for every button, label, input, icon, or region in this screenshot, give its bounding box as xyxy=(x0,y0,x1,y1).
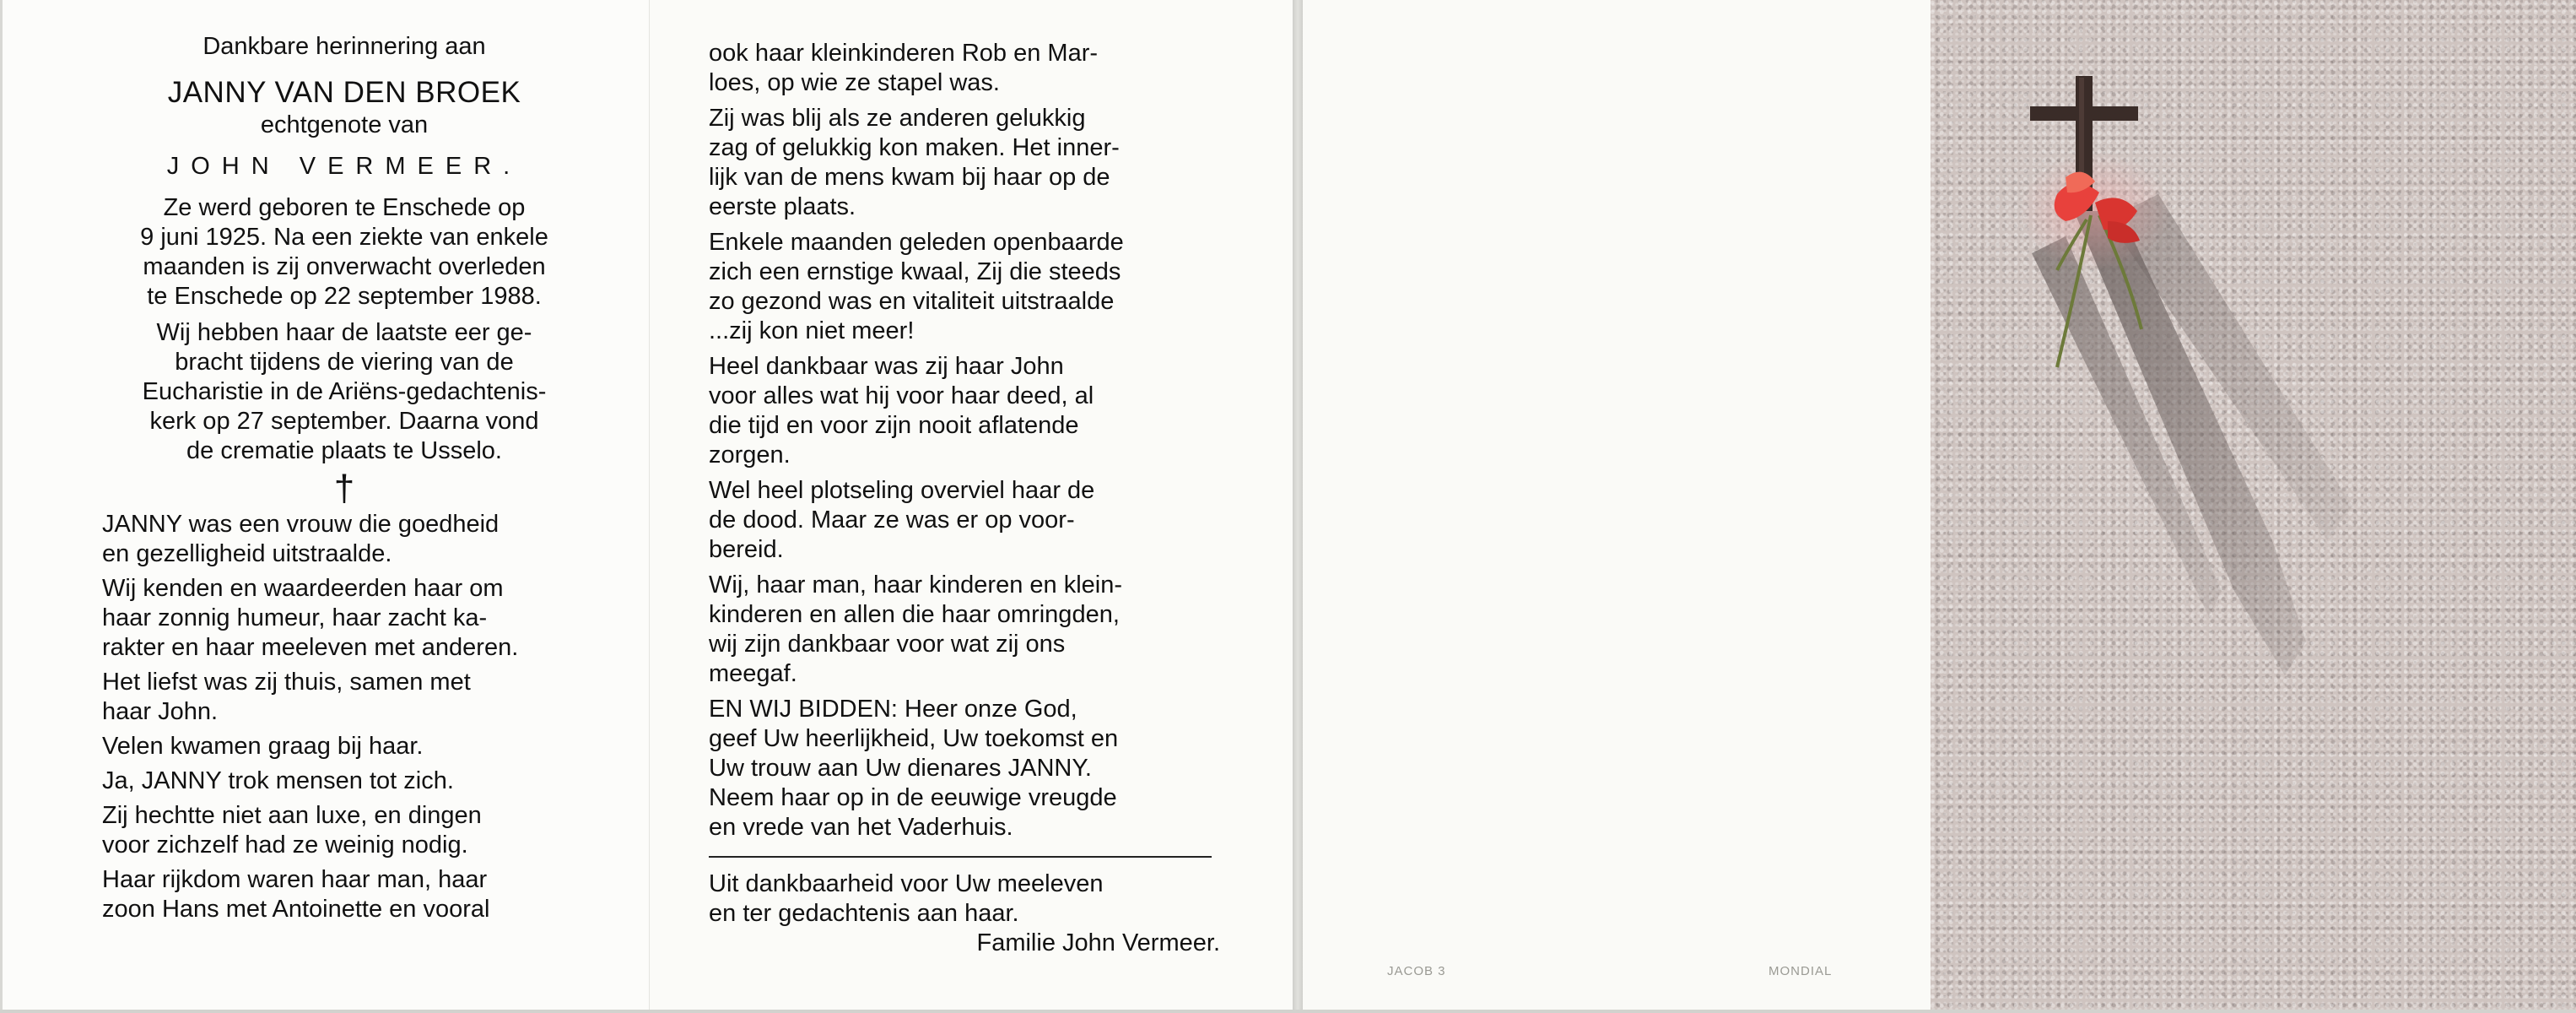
text-line: haar John. xyxy=(102,698,219,725)
text-line: zo gezond was en vitaliteit uitstraalde xyxy=(709,288,1115,315)
text-line: zag of gelukkig kon maken. Het inner- xyxy=(709,134,1120,161)
left-column xyxy=(102,0,586,924)
text-line: rakter en haar meeleven met anderen. xyxy=(102,634,519,661)
text-line: Velen kwamen graag bij haar. xyxy=(102,733,424,760)
text-line: zich een ernstige kwaal, Zij die steeds xyxy=(709,258,1121,285)
intro-paragraphs xyxy=(102,193,586,466)
divider-rule xyxy=(709,856,1212,858)
text-line: Zij was blij als ze anderen gelukkig xyxy=(709,105,1086,132)
cross-photo-illustration xyxy=(1931,0,2576,1010)
text-line: Ze werd geboren te Enschede op xyxy=(163,194,526,221)
scan-gutter xyxy=(1293,0,1303,1010)
text-panel-right xyxy=(650,0,1293,1010)
right-column xyxy=(709,0,1223,958)
text-line: JANNY was een vrouw die goedheid xyxy=(102,511,500,538)
paragraph xyxy=(709,695,1223,842)
paragraph xyxy=(709,39,1223,98)
text-line: zoon Hans met Antoinette en vooral xyxy=(102,896,490,923)
paragraph xyxy=(102,668,586,727)
text-line: Eucharistie in de Ariëns-gedachtenis- xyxy=(142,378,547,405)
text-line: EN WIJ BIDDEN: Heer onze God, xyxy=(709,696,1077,723)
text-line: te Enschede op 22 september 1988. xyxy=(147,283,542,310)
text-line: ook haar kleinkinderen Rob en Mar- xyxy=(709,40,1099,67)
text-line: lijk van de mens kwam bij haar op de xyxy=(709,164,1110,191)
text-line: en gezelligheid uitstraalde. xyxy=(102,540,392,567)
text-line: Wel heel plotseling overviel haar de xyxy=(709,477,1095,504)
text-line: Haar rijkdom waren haar man, haar xyxy=(102,866,488,893)
text-line: Neem haar op in de eeuwige vreugde xyxy=(709,784,1117,811)
paragraph xyxy=(102,193,586,311)
paragraph xyxy=(709,104,1223,222)
text-line: de crematie plaats te Usselo. xyxy=(186,437,502,464)
text-line: eerste plaats. xyxy=(709,193,856,220)
text-line: bereid. xyxy=(709,536,784,563)
flower-glow xyxy=(2019,152,2171,270)
text-line: Ja, JANNY trok mensen tot zich. xyxy=(102,767,454,794)
text-line: loes, op wie ze stapel was. xyxy=(709,69,1000,96)
text-line: Zij hechtte niet aan luxe, en dingen xyxy=(102,802,482,829)
text-line: meegaf. xyxy=(709,660,797,687)
relation-label: echtgenote van xyxy=(260,111,429,138)
family-signature: Familie John Vermeer. xyxy=(976,929,1220,956)
paragraph xyxy=(102,767,586,796)
text-line: Wij, haar man, haar kinderen en klein- xyxy=(709,572,1123,599)
text-line: kerk op 27 september. Daarna vond xyxy=(149,408,539,435)
paragraph xyxy=(709,869,1223,929)
text-line: geef Uw heerlijkheid, Uw toekomst en xyxy=(709,725,1119,752)
text-line: Uw trouw aan Uw dienares JANNY. xyxy=(709,755,1092,782)
text-line: wij zijn dankbaar voor wat zij ons xyxy=(709,631,1066,658)
paragraph xyxy=(709,476,1223,565)
blank-back-panel xyxy=(1303,0,1931,1010)
paragraph xyxy=(102,865,586,924)
deceased-name: JANNY VAN DEN BROEK xyxy=(167,76,521,109)
left-paragraphs xyxy=(102,510,586,924)
printer-mark-right: MONDIAL xyxy=(1769,964,1833,978)
spouse-name: JOHN VERMEER. xyxy=(166,153,522,180)
text-line: zorgen. xyxy=(709,441,791,469)
card-header: Dankbare herinnering aan xyxy=(203,33,486,60)
text-line: maanden is zij onverwacht overleden xyxy=(143,253,546,280)
text-line: Heel dankbaar was zij haar John xyxy=(709,353,1064,380)
text-line: ...zij kon niet meer! xyxy=(709,317,915,344)
text-line: voor zichzelf had ze weinig nodig. xyxy=(102,832,468,859)
text-line: de dood. Maar ze was er op voor- xyxy=(709,506,1075,534)
text-line: bracht tijdens de viering van de xyxy=(175,349,514,376)
right-paragraphs xyxy=(709,39,1223,842)
text-line: en vrede van het Vaderhuis. xyxy=(709,814,1013,841)
thanks-paragraph xyxy=(709,869,1223,929)
text-line: Uit dankbaarheid voor Uw meeleven xyxy=(709,870,1104,897)
printer-mark-left: JACOB 3 xyxy=(1387,964,1446,978)
paragraph xyxy=(709,571,1223,689)
paragraph xyxy=(709,228,1223,346)
text-line: Het liefst was zij thuis, samen met xyxy=(102,669,471,696)
text-line: die tijd en voor zijn nooit aflatende xyxy=(709,412,1079,439)
cross-icon: † xyxy=(333,468,355,509)
paragraph xyxy=(102,318,586,466)
scan-bottom-edge xyxy=(0,1010,2576,1013)
paragraph xyxy=(102,510,586,569)
text-line: voor alles wat hij voor haar deed, al xyxy=(709,382,1094,409)
paragraph xyxy=(102,801,586,860)
text-line: kinderen en allen die haar omringden, xyxy=(709,601,1120,628)
text-line: haar zonnig humeur, haar zacht ka- xyxy=(102,604,488,631)
text-line: Wij kenden en waardeerden haar om xyxy=(102,575,504,602)
text-line: Enkele maanden geleden openbaarde xyxy=(709,229,1124,256)
photo-panel xyxy=(1931,0,2576,1010)
text-panel-left xyxy=(0,0,650,1010)
paragraph xyxy=(102,732,586,761)
text-line: Wij hebben haar de laatste eer ge- xyxy=(156,319,532,346)
text-line: 9 juni 1925. Na een ziekte van enkele xyxy=(140,224,548,251)
paragraph xyxy=(102,574,586,663)
text-line: en ter gedachtenis aan haar. xyxy=(709,900,1019,927)
paragraph xyxy=(709,352,1223,470)
